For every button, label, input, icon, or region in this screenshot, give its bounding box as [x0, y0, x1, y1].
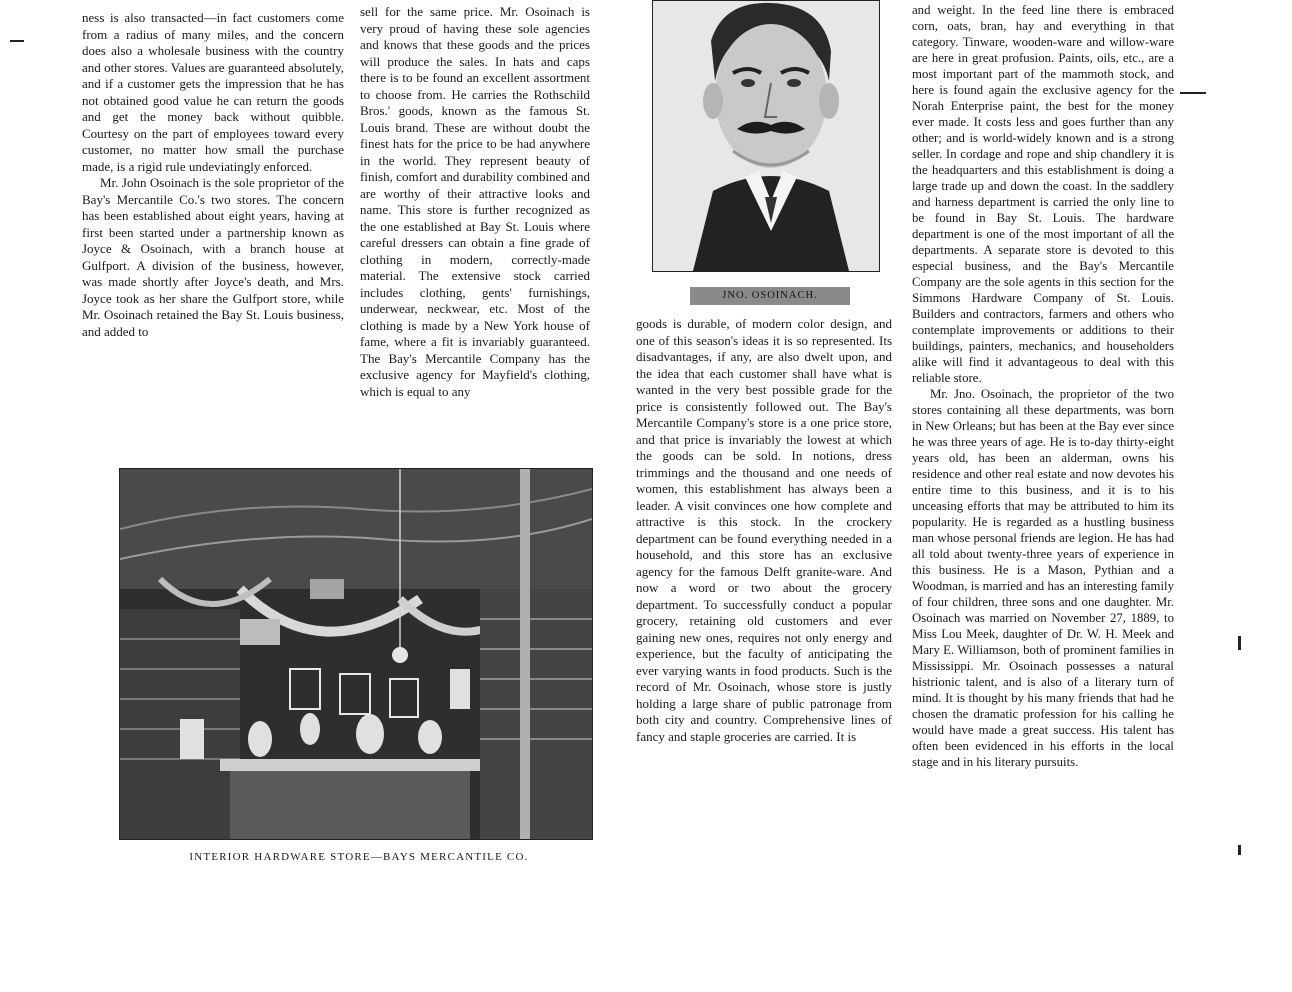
paragraph: Mr. John Osoinach is the sole proprietor of the Bay's Mercantile Co.'s two stores. The concern has been established about eight years, having at first been started under a partnership known as Joyce & Osoinach, with a branch house at Gulfport. A division of the business, however, was made shortly after Joyce's death, and Mrs. Joyce took as her share the Gulfport store, while Mr. Osoinach retained the Bay St. Louis business, and added to — [82, 175, 344, 339]
store-interior-illustration — [120, 469, 592, 839]
article-column-1 — [82, 10, 344, 340]
paragraph: and weight. In the feed line there is embraced corn, oats, bran, hay and everything in that category. Tinware, wooden-ware and willow-ware are here in great profusion. Paints, oils, etc., are a most important part of the mammoth stock, and here is found again the exclusive agency for the Norah Enterprise paint, the best for the money ever made. It costs less and goes further than any other; and is world-widely known and is a strong seller. In cordage and rope and ship chandlery it is the headquarters and this establishment is doing a large trade up and down the coast. In the saddlery and harness department is carried the only line to be found in Bay St. Louis. The hardware department is one of the most important of all the departments. A separate store is devoted to this especial business, and the Bay's Mercantile Company are the sole agents in this section for the Simmons Hardware Company of St. Louis. Builders and contractors, farmers and others who contemplate improvements or additions to their buildings, painters, mechanics, and householders alike will find it advantageous to deal with this reliable store. — [912, 3, 1174, 385]
store-photo-caption: INTERIOR HARDWARE STORE—BAYS MERCANTILE CO. — [189, 851, 529, 863]
article-column-4 — [912, 2, 1174, 770]
portrait-illustration — [653, 1, 879, 271]
article-column-3 — [636, 316, 892, 745]
paragraph: sell for the same price. Mr. Osoinach is very proud of having these sole agencies and knows that these goods and the prices will produce the sales. In hats and caps there is to be found an excellent assortment to choose from. He carries the Rothschild Bros.' goods, known as the famous St. Louis brand. These are without doubt the finest hats for the price to be had anywhere in the world. They represent beauty of finish, comfort and durability combined and are worthy of their attractive looks and name. This store is further recognized as the one established at Bay St. Louis where careful dressers can obtain a fine grade of clothing in modern, correctly-made material. The extensive stock carried includes clothing, gents' furnishings, underwear, neckwear, etc. Most of the clothing is made by a New York house of fame, where a fit is invariably guaranteed. The Bay's Mercantile Company has the exclusive agency for Mayfield's clothing, which is equal to any — [360, 4, 590, 399]
portrait-caption: JNO. OSOINACH. — [690, 287, 850, 305]
paragraph: ness is also transacted—in fact customers come from a radius of many miles, and the concern does also a wholesale business with the country and other stores. Values are guaranteed absolutely, and if a customer gets the impression that he has not obtained good value he can return the goods and get the money back without quibble. Courtesy on the part of employees toward every customer, no matter how small the purchase made, is a rigid rule undeviatingly enforced. — [82, 10, 344, 174]
store-interior-photo — [119, 468, 593, 840]
paragraph: goods is durable, of modern color design, and one of this season's ideas it is so represented. Its disadvantages, if any, are also dwelt upon, and the idea that each customer shall have what is wanted in the very best possible grade for the price is consistently followed out. The Bay's Mercantile Company's store is a one price store, and that price is invariably the lowest at which the goods can be sold. In notions, dress trimmings and the thousand and one needs of women, this establishment has always been a leader. A visit convinces one how complete and attractive is this stock. In the crockery department can be found everything needed in a household, and this store has an exclusive agency for the famous Delft granite-ware. And now a word or two about the grocery department. To successfully conduct a popular grocery, retaining old customers and ever gaining new ones, requires not only energy and experience, but the faculty of anticipating the ever varying wants in food products. Such is the record of Mr. Osoinach, whose store is justly holding a large share of public patronage from both city and country. Comprehensive lines of fancy and staple groceries are carried. It is — [636, 316, 892, 744]
portrait-photo — [652, 0, 880, 272]
scan-mark — [1238, 845, 1241, 855]
article-column-2 — [360, 4, 590, 400]
paragraph: Mr. Jno. Osoinach, the proprietor of the two stores containing all these departments, was born in New Orleans; but has been at the Bay ever since he was three years of age. He is to-day thirty-eight years old, has been an alderman, owns his residence and other real estate and now devotes his entire time to this business, and it is to his unceasing efforts that may be attributed to him its popularity. He is regarded as a hustling business man whose personal friends are legion. He has had all told about twenty-three years of experience in this business. He is a Mason, Pythian and a Woodman, is married and has an interesting family of four children, three sons and one daughter. Mr. Osoinach was married on November 27, 1889, to Miss Lou Meek, daughter of Dr. W. H. Meek and Mary E. Williamson, both of prominent families in Mississippi. Mr. Osoinach possesses a natural histrionic talent, and is also of a literary turn of mind. It is thought by his many friends that had he chosen the dramatic profession for his calling he would have made a great success. His talent has often been evidenced in his efforts in the local stage and in his literary pursuits. — [912, 387, 1174, 769]
scan-mark — [10, 40, 24, 42]
scan-mark — [1180, 92, 1206, 94]
scan-mark — [1238, 636, 1241, 650]
